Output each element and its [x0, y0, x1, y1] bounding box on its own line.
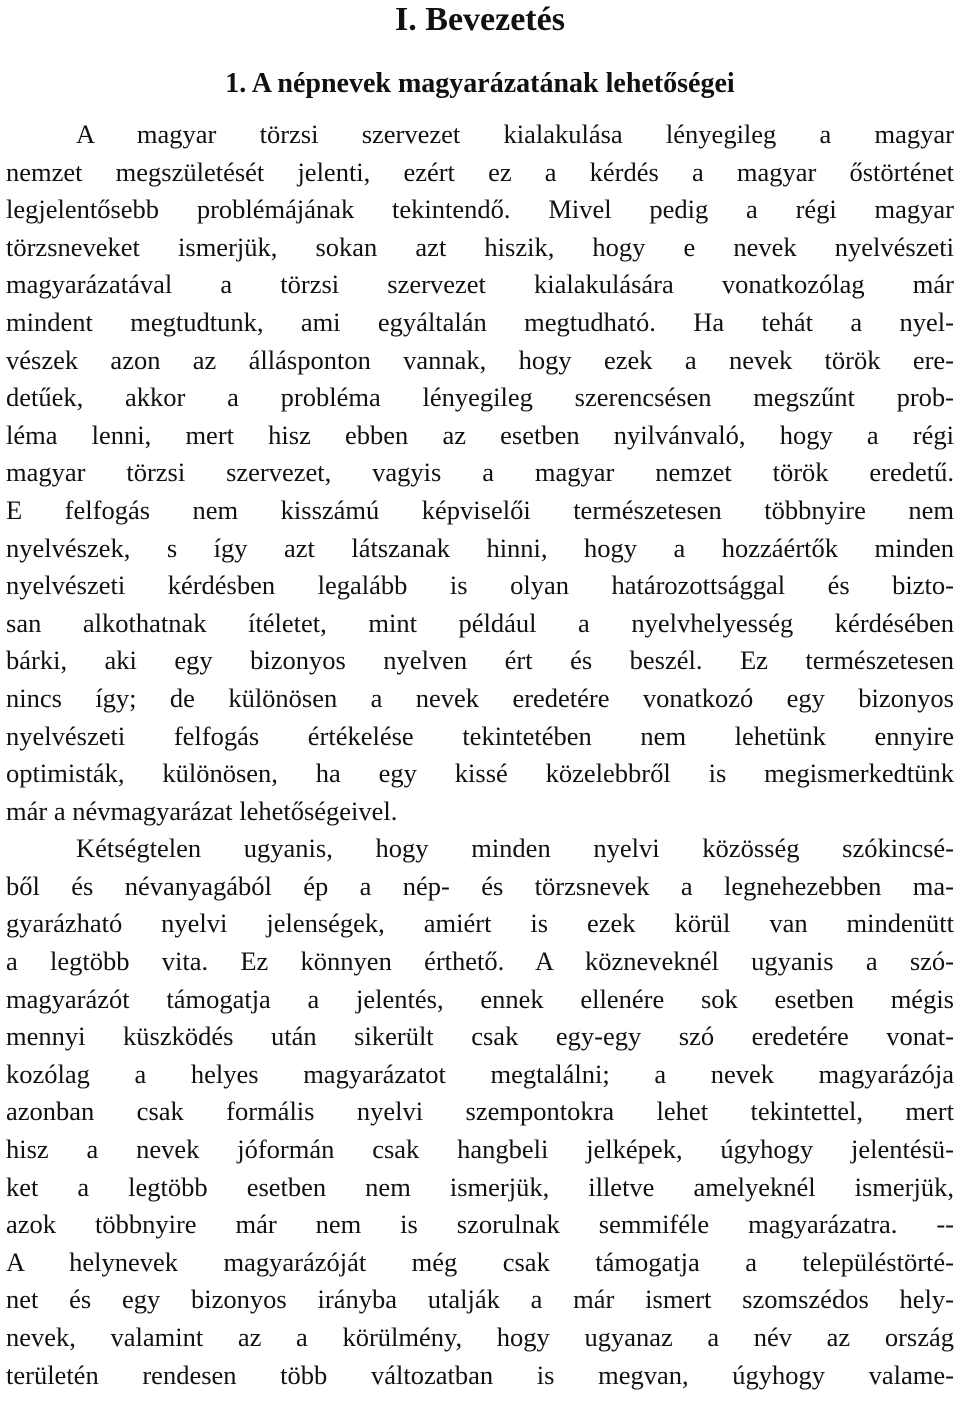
text-line: mennyi küszködés után sikerült csak egy-egy szó eredetére vonat-: [6, 1021, 954, 1052]
text-line: kozólag a helyes magyarázatot megtalálni; a nevek magyarázója: [6, 1058, 954, 1089]
text-line: gyarázható nyelvi jelenségek, amiért is ezek körül van mindenütt: [6, 908, 954, 939]
text-line: nevek, valamint az a körülmény, hogy ugyanaz a név az ország: [6, 1322, 954, 1352]
text-line: mindent megtudtunk, ami egyáltalán megtudható. Ha tehát a nyel-: [6, 306, 954, 337]
text-line: legjelentősebb problémájának tekintendő. Mivel pedig a régi magyar: [6, 194, 954, 225]
text-line: nemzet megszületését jelenti, ezért ez a kérdés a magyar őstörténet: [6, 156, 954, 187]
text-line: optimisták, különösen, ha egy kissé közelebbről is megismerkedtünk: [6, 758, 954, 789]
text-line: san alkothatnak ítéletet, mint például a nyelvhelyesség kérdésében: [6, 607, 954, 638]
text-line: hisz a nevek jóformán csak hangbeli jelképek, úgyhogy jelentésü-: [6, 1134, 954, 1165]
text-line: léma lenni, mert hisz ebben az esetben nyilvánvaló, hogy a régi: [6, 419, 954, 450]
text-line: nyelvészek, s így azt látszanak hinni, hogy a hozzáértők minden: [6, 532, 954, 563]
text-line: nyelvészeti kérdésben legalább is olyan határozottsággal és bizto-: [6, 570, 954, 601]
text-line: vészek azon az állásponton vannak, hogy ezek a nevek török ere-: [6, 344, 954, 375]
text-line: azonban csak formális nyelvi szempontokra lehet tekintettel, mert: [6, 1096, 954, 1127]
text-line: Kétségtelen ugyanis, hogy minden nyelvi közösség szókincsé-: [76, 833, 954, 864]
body-text: [6, 116, 954, 1394]
text-line: azok többnyire már nem is szorulnak semmiféle magyarázatra. --: [6, 1209, 954, 1240]
text-line: net és egy bizonyos irányba utalják a már ismert szomszédos hely-: [6, 1284, 954, 1315]
text-line: detűek, akkor a probléma lényegileg szerencsésen megszűnt prob-: [6, 382, 954, 413]
text-line: már a névmagyarázat lehetőségeivel.: [6, 795, 398, 826]
paragraph-2: [6, 830, 954, 1394]
text-line: ből és névanyagából ép a nép- és törzsnevek a legnehezebben ma-: [6, 870, 954, 901]
text-line: magyarázatával a törzsi szervezet kialakulására vonatkozólag már: [6, 269, 954, 300]
text-line: A magyar törzsi szervezet kialakulása lényegileg a magyar: [76, 119, 954, 149]
section-title: 1. A népnevek magyarázatának lehetőségei: [225, 68, 735, 99]
text-line: magyar törzsi szervezet, vagyis a magyar nemzet török eredetű.: [6, 457, 954, 488]
text-line: a legtöbb vita. Ez könnyen érthető. A közneveknél ugyanis a szó-: [6, 946, 954, 977]
text-line: magyarázót támogatja a jelentés, ennek ellenére sok esetben mégis: [6, 983, 954, 1014]
text-line: törzsneveket ismerjük, sokan azt hiszik, hogy e nevek nyelvészeti: [6, 231, 954, 262]
paragraph-1: [6, 116, 954, 830]
chapter-title: I. Bevezetés: [395, 1, 565, 38]
text-line: nincs így; de különösen a nevek eredetére vonatkozó egy bizonyos: [6, 682, 954, 713]
text-line: ket a legtöbb esetben nem ismerjük, illetve amelyeknél ismerjük,: [6, 1171, 954, 1202]
text-line: A helynevek magyarázóját még csak támogatja a településtörté-: [6, 1246, 954, 1277]
text-line: bárki, aki egy bizonyos nyelven ért és beszél. Ez természetesen: [6, 645, 954, 676]
text-line: E felfogás nem kisszámú képviselői természetesen többnyire nem: [6, 494, 954, 525]
text-line: nyelvészeti felfogás értékelése tekintetében nem lehetünk ennyire: [6, 720, 954, 751]
text-line: területén rendesen több változatban is megvan, úgyhogy valame-: [6, 1359, 954, 1390]
